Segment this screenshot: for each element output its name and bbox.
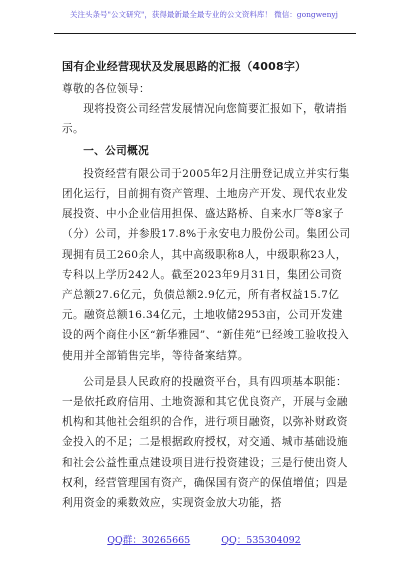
qq-contact-link[interactable]: QQ：535304092 [221,535,301,546]
section-heading: 一、公司概况 [83,144,150,157]
salutation: 尊敬的各位领导： [62,83,150,95]
document-body [62,79,352,513]
header-divider [54,33,356,34]
document-title: 国有企业经营现状及发展思路的汇报（4008字） [62,60,307,73]
qq-group-link[interactable]: QQ群：30265665 [107,535,191,546]
functions-paragraph: 公司是县人民政府的投融资平台，具有四项基本职能：一是依托政府信用、土地资源和其它优良资产，开展与金融机构和其他社会组织的合作，进行项目融资，以弥补财政资金投入的不足；二是根据政府授权，对交通、城市基础设施和社会公益性重点建设项目进行投资建设；三是行使出资人权利，经营管理国有资产，确保国有资产的保值增值；四是利用资金的乘数效应，实现资金放大功能，搭 [62,375,348,510]
page-footer [0,532,408,546]
overview-paragraph: 投资经营有限公司于2005年2月注册登记成立并实行集团化运行，目前拥有资产管理、土地房产开发、现代农业发展投资、中小企业信用担保、盛达路桥、自来水厂等8家子（分）公司，并参股17.8%于永安电力股份公司。集团公司现拥有员工260余人，其中高级职称8人，中级职称23人，专科以上学历242人。截至2023年9月31日，集团公司资产总额27.6亿元，负债总额2.9亿元，所有者权益15.7亿元。融资总额16.34亿元，土地收储2953亩，公司开发建设的两个商住小区“新华雅园”、“新佳苑”已经竣工验收投入使用并全部销售完毕，等待备案结算。 [62,167,351,362]
page-header-banner: 关注头条号"公文研究"，获得最新最全最专业的公文资料库！ 微信：gongwenyj [70,10,338,19]
intro-paragraph: 现将投资公司经营发展情况向您简要汇报如下，敬请指示。 [62,103,348,136]
